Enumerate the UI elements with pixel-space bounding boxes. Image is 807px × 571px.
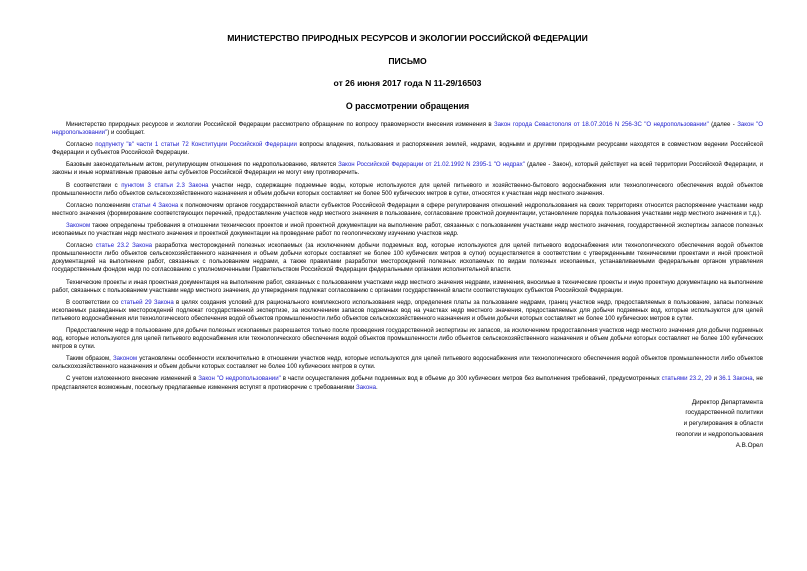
- paragraph-text: Согласно: [66, 141, 96, 149]
- law-reference-link[interactable]: статье 23.2 Закона: [95, 242, 153, 250]
- signature-line: Директор Департамента: [691, 398, 763, 406]
- body-paragraph: [52, 182, 763, 198]
- law-reference-link[interactable]: пунктом 3 статьи 2.3 Закона: [121, 181, 209, 189]
- body-paragraph: [52, 161, 763, 177]
- paragraph-text: .: [376, 383, 378, 391]
- body-paragraph: [52, 375, 763, 391]
- paragraph-text: С учетом изложенного внесение изменений в: [66, 375, 199, 383]
- paragraph-text: ) и сообщает.: [107, 129, 145, 137]
- signature-block: [52, 398, 763, 452]
- paragraph-text: Предоставление недр в пользование для добычи полезных ископаемых разрешается только после проведения государственной экспертизы их запасов, за исключением предоставления участков недр местного значения для добычи подземных вод, которые используются для целей питьевого водоснабжения или технологического обеспечения водой объектов промышленности либо объектов сельскохозяйственного назначения и объем добычи которых составляет не более 100 кубических метров в сутки.: [52, 326, 763, 351]
- document-subject: О рассмотрении обращения: [345, 101, 470, 111]
- law-reference-link[interactable]: Закон Российской Федерации от 21.02.1992 N 2395-1 "О недрах": [338, 161, 525, 169]
- paragraph-text: (далее - Закон), который действует на всей территории Российской Федерации, и законы и иные нормативные правовые акты субъектов Российской Федерации не могут ему противоречить.: [52, 161, 764, 177]
- law-reference-link[interactable]: статьями 23.2: [661, 375, 702, 383]
- law-reference-link[interactable]: статьей 29 Закона: [120, 298, 174, 306]
- law-reference-link[interactable]: Закон города Севастополя от 18.07.2016 N 256-ЗС "О недропользовании": [493, 121, 709, 128]
- signature-line: и регулирования в области: [683, 420, 763, 428]
- body-paragraph: [52, 222, 763, 238]
- paragraph-text: (далее -: [708, 121, 738, 128]
- law-reference-link[interactable]: Законом: [112, 355, 138, 363]
- law-reference-link[interactable]: подпункту "в" части 1 статьи 72 Конституции Российской Федерации: [95, 141, 297, 149]
- body-paragraph: [52, 242, 763, 274]
- document-date: от 26 июня 2017 года N 11-29/16503: [333, 78, 482, 88]
- signature-line: геологии и недропользования: [675, 431, 763, 439]
- law-reference-link[interactable]: Законом: [66, 221, 91, 229]
- body-paragraph: [52, 141, 763, 157]
- law-reference-link[interactable]: 29: [704, 375, 712, 383]
- body-paragraph: [52, 121, 763, 137]
- paragraph-text: ,: [701, 375, 705, 383]
- body-paragraph: [52, 279, 763, 295]
- ministry-title: МИНИСТЕРСТВО ПРИРОДНЫХ РЕСУРСОВ И ЭКОЛОГИИ РОССИЙСКОЙ ФЕДЕРАЦИИ: [227, 33, 588, 43]
- law-reference-link[interactable]: Закон "О недропользовании": [52, 121, 764, 137]
- paragraph-text: также определены требования в отношении технических проектов и иной проектной документации на выполнение работ, связанных с пользованием участками недр местного значения, государственной экспертизы запасов полезных ископаемых по участкам недр местного значения и проектной документации на проведение работ по геологическому изучению участков недр.: [52, 221, 763, 238]
- paragraph-text: Министерство природных ресурсов и экологии Российской Федерации рассмотрело обращение по вопросу правомерности внесения изменения в: [66, 121, 494, 128]
- signature-name: А.В.Орел: [735, 441, 763, 449]
- paragraph-text: в целях создания условий для рационального комплексного использования недр, определения платы за пользование недрами, границ участков недр, предоставляемых в пользование, запасы полезных ископаемых разведанных месторождений подлежат государственной экспертизе, за исключением запасов подземных вод на участках недр местного значения, предоставляемых для добычи подземных вод, которые используются для целей питьевого водоснабжения или технологического обеспечения водой объектов промышленности либо объектов сельскохозяйственного назначения и объем добычи которых составляет не более 100 кубических метров в сутки.: [52, 298, 763, 322]
- law-reference-link[interactable]: Закон "О недропользовании": [198, 375, 281, 383]
- paragraph-text: Согласно: [66, 242, 96, 250]
- body-paragraph: [52, 202, 763, 218]
- paragraph-text: Технические проекты и иная проектная документация на выполнение работ, связанных с пользованием участками недр местного значения недрами, изменения, вносимые в технические проекты и иную проектную документацию на выполнение работ, связанных с пользованием участками недр местного значения, до утверждения подлежат согласованию с органами государственной власти соответствующих субъектов Российской Федерации.: [52, 278, 763, 294]
- paragraph-text: к полномочиям органов государственной власти субъектов Российской Федерации в сфере регулирования отношений недропользования на своих территориях относится распоряжение участками недр местного значения (формирование соответствующих перечней, предоставление участков недр местного значения в пользование, согласование проектной документации, установление порядка пользования участками недр местного значения и т.д.).: [52, 201, 764, 217]
- paragraph-text: в части осуществления добычи подземных вод в объеме до 300 кубических метров без выполнения требований, предусмотренных: [280, 375, 662, 383]
- body-paragraph: [52, 299, 763, 323]
- paragraph-text: установлены особенности исключительно в отношении участков недр, которые используются для целей питьевого водоснабжения или технологического обеспечения водой объектов промышленности либо объектов сельскохозяйственного назначения и объем добычи которых составляет не более 100 кубических метров в сутки.: [52, 355, 763, 371]
- paragraph-text: Согласно положениям: [66, 201, 133, 209]
- body-paragraph: [52, 327, 763, 351]
- paragraph-text: В соответствии со: [66, 298, 121, 306]
- paragraph-text: разработка месторождений полезных ископаемых (за исключением добычи подземных вод, которые используются для целей питьевого водоснабжения или технологического обеспечения водой объектов промышленности либо объектов сельскохозяйственного назначения и объем добычи которых составляет не более 100 кубических метров в сутки) осуществляется в соответствии с утвержденными техническими проектами и иной проектной документацией на выполнение работ, связанных с пользованием недрами, а также правилами разработки месторождений полезных ископаемых по видам полезных ископаемых, устанавливаемыми федеральным органом управления государственным фондом недр по согласованию с уполномоченными Правительством Российской Федерации федеральными органами исполнительной власти.: [52, 242, 763, 274]
- body-paragraph: [52, 355, 763, 371]
- law-reference-link[interactable]: статьи 4 Закона: [132, 201, 179, 209]
- law-reference-link[interactable]: 36.1 Закона: [718, 375, 753, 383]
- paragraph-text: участки недр, содержащие подземные воды, которые используются для целей питьевого и хозяйственно-бытового водоснабжения или технологического обеспечения водой объектов промышленности либо объектов сельскохозяйственного назначения и объем добычи которых составляет не более 500 кубических метров в сутки, относятся к участкам недр местного значения.: [52, 181, 763, 197]
- paragraph-text: Базовым законодательным актом, регулирующим отношения по недропользованию, является: [66, 161, 339, 169]
- document-body: [52, 121, 763, 392]
- paragraph-text: Таким образом,: [66, 355, 113, 363]
- document-kind: ПИСЬМО: [388, 56, 427, 66]
- paragraph-text: и: [711, 375, 719, 383]
- law-reference-link[interactable]: Закона: [356, 383, 376, 391]
- paragraph-text: вопросы владения, пользования и распоряжения землей, недрами, водными и другими природными ресурсами находятся в совместном ведении Российской Федерации и субъектов Российской Федерации.: [52, 141, 763, 157]
- paragraph-text: В соответствии с: [66, 181, 122, 189]
- paragraph-text: , не представляется возможным, поскольку предлагаемые изменения вступят в противоречие с требованиями: [52, 375, 763, 391]
- signature-line: государственной политики: [685, 409, 763, 417]
